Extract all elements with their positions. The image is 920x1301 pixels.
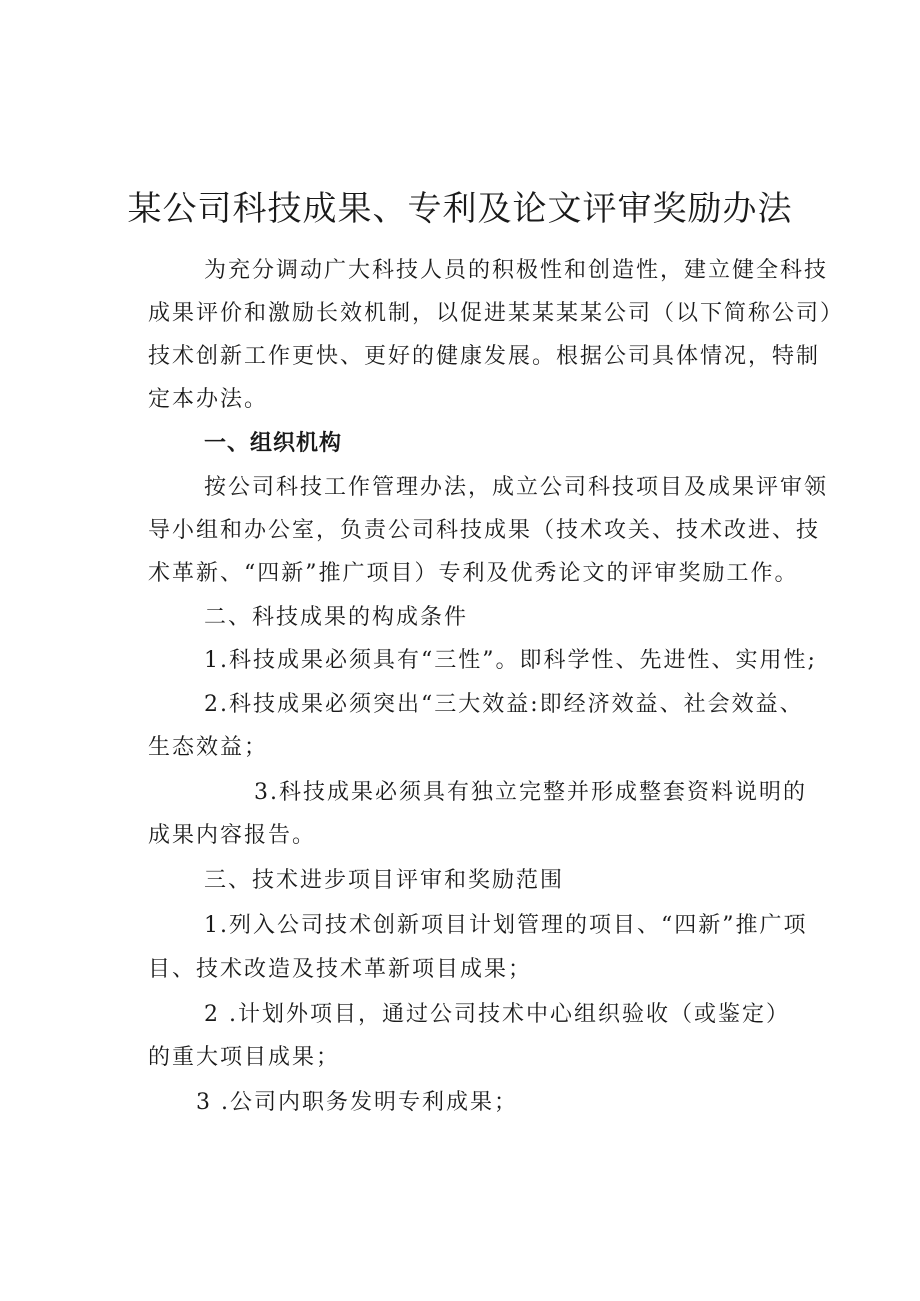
paragraph-line: 导小组和办公室，负责公司科技成果（技术攻关、技术改进、技 [148,518,821,543]
list-item-continuation: 生态效益； [148,735,269,760]
list-item-continuation: 的重大项目成果； [148,1045,341,1070]
section-heading: 二、科技成果的构成条件 [204,605,469,630]
list-item: 1.列入公司技术创新项目计划管理的项目、“四新”推广项 [204,913,808,938]
paragraph-line: 定本办法。 [148,387,269,412]
list-item: 2.科技成果必须突出“三大效益:即经济效益、社会效益、 [204,692,804,717]
section-heading: 三、技术进步项目评审和奖励范围 [204,868,565,893]
paragraph-line: 为充分调动广大科技人员的积极性和创造性，建立健全科技 [204,258,829,283]
paragraph-line: 按公司科技工作管理办法，成立公司科技项目及成果评审领 [204,475,829,500]
list-item: 3 .公司内职务发明专利成果； [196,1090,518,1115]
document-title: 某公司科技成果、专利及论文评审奖励办法 [127,188,793,229]
list-item-continuation: 成果内容报告。 [148,823,317,848]
section-heading: 一、组织机构 [204,431,343,456]
list-item: 3.科技成果必须具有独立完整并形成整套资料说明的 [254,780,807,805]
list-item: 1.科技成果必须具有“三性”。即科学性、先进性、实用性; [204,648,817,673]
paragraph-line: 成果评价和激励长效机制，以促进某某某某公司（以下简称公司） [148,301,845,326]
paragraph-line: 技术创新工作更快、更好的健康发展。根据公司具体情况，特制 [148,344,821,369]
paragraph-line: 术革新、“四新”推广项目）专利及优秀论文的评审奖励工作。 [148,561,799,586]
list-item-continuation: 目、技术改造及技术革新项目成果； [148,957,533,982]
list-item: 2 .计划外项目，通过公司技术中心组织验收（或鉴定） [204,1002,790,1027]
